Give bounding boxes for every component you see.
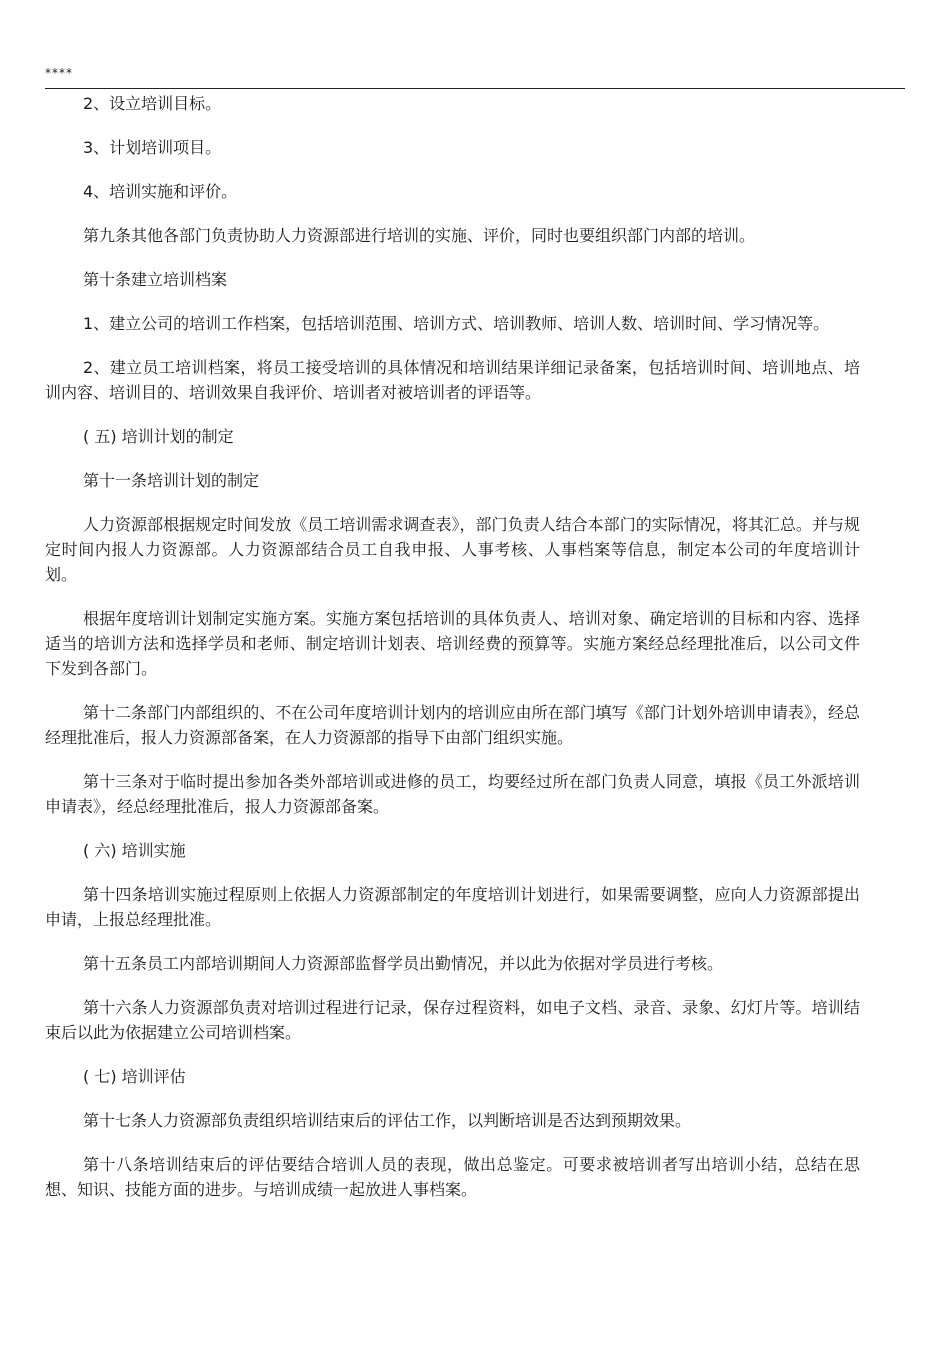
paragraph: 3、计划培训项目。: [83, 138, 222, 157]
paragraph: 根据年度培训计划制定实施方案。实施方案包括培训的具体负责人、培训对象、确定培训的目标和内容、选择适当的培训方法和选择学员和老师、制定培训计划表、培训经费的预算等。实施方案经总经理批准后，以公司文件下发到各部门。: [45, 609, 860, 678]
paragraph: 第十六条人力资源部负责对培训过程进行记录，保存过程资料，如电子文档、录音、录象、幻灯片等。培训结束后以此为依据建立公司培训档案。: [45, 998, 860, 1042]
paragraph: 第十八条培训结束后的评估要结合培训人员的表现，做出总鉴定。可要求被培训者写出培训小结，总结在思想、知识、技能方面的进步。与培训成绩一起放进人事档案。: [45, 1155, 860, 1199]
header-mark: ****: [45, 66, 73, 80]
paragraph: 4、培训实施和评价。: [83, 182, 238, 201]
paragraph: 第十五条员工内部培训期间人力资源部监督学员出勤情况，并以此为依据对学员进行考核。: [83, 954, 724, 973]
paragraph: 2、设立培训目标。: [83, 94, 222, 113]
paragraph: 第十七条人力资源部负责组织培训结束后的评估工作，以判断培训是否达到预期效果。: [83, 1111, 692, 1130]
paragraph: 1、建立公司的培训工作档案，包括培训范围、培训方式、培训教师、培训人数、培训时间、学习情况等。: [83, 314, 830, 333]
paragraph: 第九条其他各部门负责协助人力资源部进行培训的实施、评价，同时也要组织部门内部的培训。: [83, 226, 756, 245]
section-heading: ( 五) 培训计划的制定: [83, 427, 234, 446]
section-heading: ( 六) 培训实施: [83, 841, 186, 860]
paragraph: 人力资源部根据规定时间发放《员工培训需求调查表》，部门负责人结合本部门的实际情况，将其汇总。并与规定时间内报人力资源部。人力资源部结合员工自我申报、人事考核、人事档案等信息，制定本公司的年度培训计划。: [45, 515, 860, 584]
document-body: [45, 91, 860, 1221]
section-heading: ( 七) 培训评估: [83, 1067, 186, 1086]
paragraph: 第十三条对于临时提出参加各类外部培训或进修的员工，均要经过所在部门负责人同意，填报《员工外派培训申请表》，经总经理批准后，报人力资源部备案。: [45, 772, 860, 816]
paragraph: 2、建立员工培训档案，将员工接受培训的具体情况和培训结果详细记录备案，包括培训时间、培训地点、培训内容、培训目的、培训效果自我评价、培训者对被培训者的评语等。: [45, 358, 860, 402]
header-divider: [45, 88, 905, 89]
section-heading: 第十条建立培训档案: [83, 270, 228, 289]
paragraph: 第十二条部门内部组织的、不在公司年度培训计划内的培训应由所在部门填写《部门计划外培训申请表》，经总经理批准后，报人力资源部备案，在人力资源部的指导下由部门组织实施。: [45, 703, 860, 747]
section-heading: 第十一条培训计划的制定: [83, 471, 260, 490]
paragraph: 第十四条培训实施过程原则上依据人力资源部制定的年度培训计划进行，如果需要调整，应向人力资源部提出申请，上报总经理批准。: [45, 885, 860, 929]
